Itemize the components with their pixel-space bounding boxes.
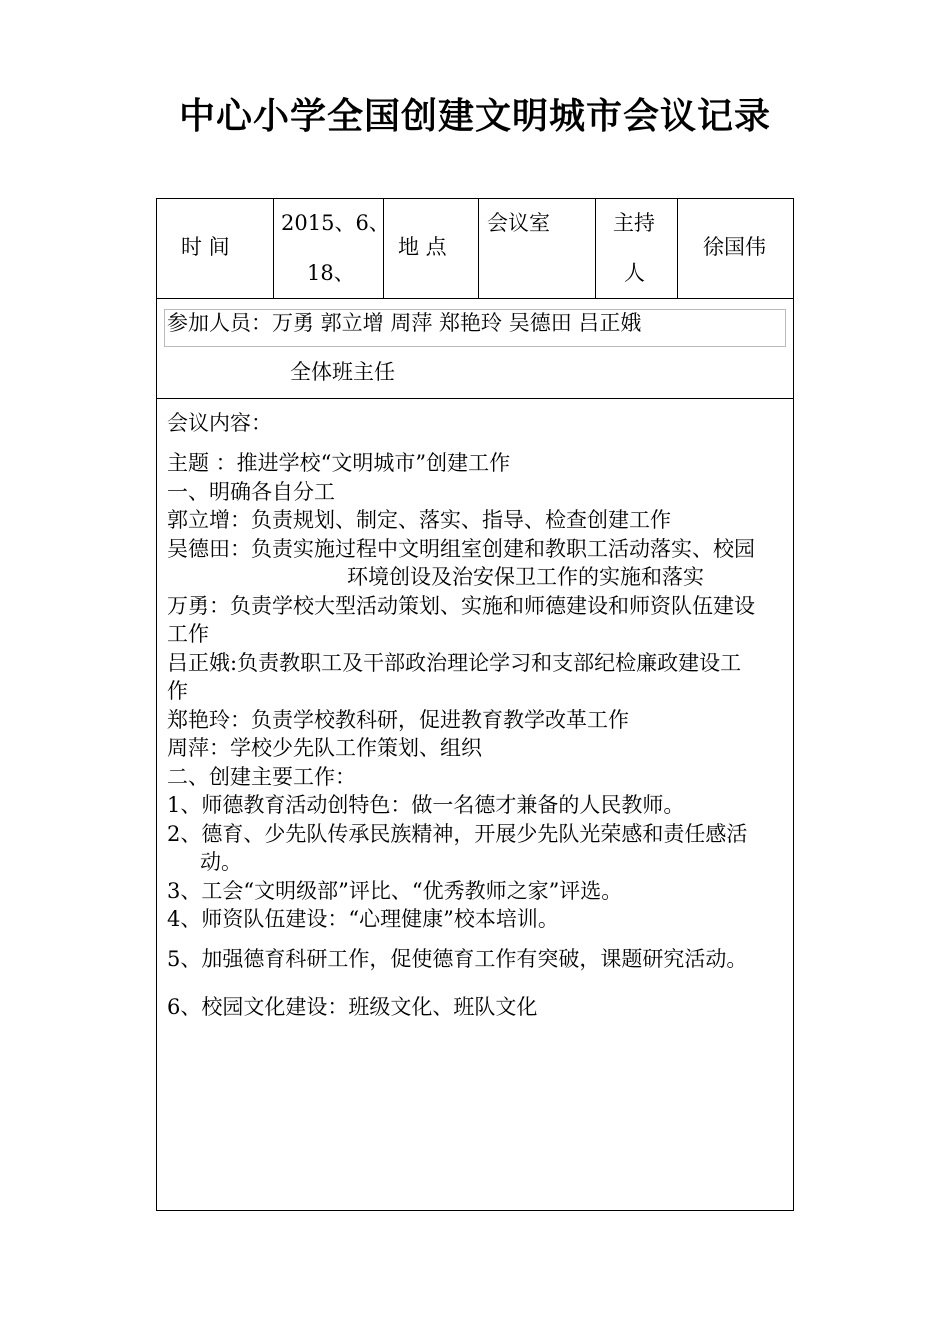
place-label: 地 点 [398,235,447,259]
host-value: 徐国伟 [703,235,766,259]
col-divider-4 [595,199,596,298]
content-line: 6、校园文化建设：班级文化、班队文化 [167,995,538,1019]
host-label: 主持 [613,211,655,235]
content-line: 5、加强德育科研工作，促使德育工作有突破，课题研究活动。 [167,946,748,971]
content-line: 二、创建主要工作： [167,764,356,789]
col-divider-5 [677,199,678,298]
content-line: 4、师资队伍建设：“心理健康”校本培训。 [167,907,559,931]
meeting-record-table [156,198,794,1211]
content-heading: 会议内容： [167,411,272,435]
content-line: 动。 [200,850,242,874]
time-value: 2015、6、 [281,211,390,235]
content-line: 1、师德教育活动创特色：做一名德才兼备的人民教师。 [167,793,685,817]
participants-list: 参加人员：万勇 郭立增 周萍 郑艳玲 吴德田 吕正娥 [167,311,642,335]
participants-group: 全体班主任 [290,360,395,384]
content-line: 吴德田：负责实施过程中文明组室创建和教职工活动落实、校园 [167,536,755,561]
time-value-continued: 18、 [307,261,355,285]
col-divider-3 [478,199,479,298]
content-body [167,449,787,1022]
content-line: 郭立增：负责规划、制定、落实、指导、检查创建工作 [167,508,671,532]
content-line: 环境创设及治安保卫工作的实施和落实 [347,565,704,589]
content-line: 2、德育、少先队传承民族精神，开展少先队光荣感和责任感活 [167,821,748,846]
content-line: 作 [167,679,188,703]
document-title: 中心小学全国创建文明城市会议记录 [178,96,771,137]
place-value: 会议室 [487,211,550,235]
content-line: 主题 ：推进学校“文明城市”创建工作 [167,451,511,475]
content-line: 工作 [167,622,209,646]
content-line: 一、明确各自分工 [167,479,335,504]
time-label: 时 间 [181,235,230,259]
row-divider-header [157,298,793,299]
host-label-continued: 人 [624,261,645,285]
content-line: 吕正娥:负责教职工及干部政治理论学习和支部纪检廉政建设工 [167,650,742,675]
row-divider-participants [157,398,793,399]
col-divider-1 [273,199,274,298]
content-line: 万勇：负责学校大型活动策划、实施和师德建设和师资队伍建设 [167,593,755,618]
content-line: 3、工会“文明级部”评比、“优秀教师之家”评选。 [167,878,623,903]
content-line: 周萍：学校少先队工作策划、组织 [167,736,482,760]
content-line: 郑艳玲：负责学校教科研，促进教育教学改革工作 [167,707,629,732]
